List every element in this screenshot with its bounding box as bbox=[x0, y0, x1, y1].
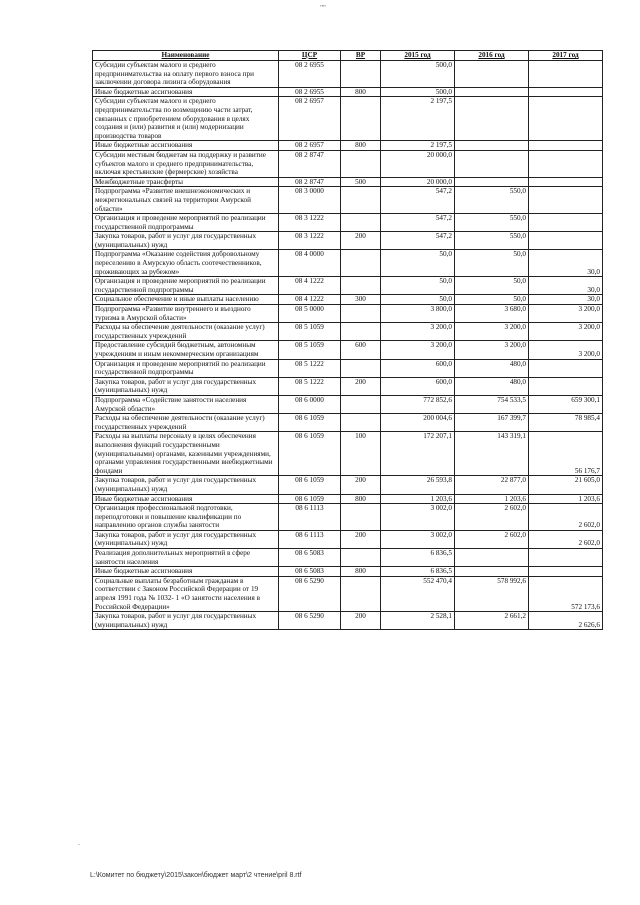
row-vr-code: 800 bbox=[341, 87, 381, 97]
table-row bbox=[93, 305, 603, 323]
table-row bbox=[93, 177, 603, 187]
row-csr-code: 08 2 6955 bbox=[279, 87, 341, 97]
row-csr-code: 08 3 1222 bbox=[279, 214, 341, 232]
row-value-2015: 2 528,1 bbox=[381, 612, 455, 630]
row-name: Подпрограмма «Оказание содействия добровольному переселению в Амурскую область соотечественников, проживающих за рубежом» bbox=[93, 250, 279, 277]
table-row bbox=[93, 414, 603, 432]
row-value-2016: 143 319,1 bbox=[455, 432, 529, 476]
row-value-2015: 50,0 bbox=[381, 277, 455, 295]
row-name: Иные бюджетные ассигнования bbox=[93, 494, 279, 504]
row-value-2017 bbox=[529, 549, 603, 567]
table-row bbox=[93, 323, 603, 341]
row-name: Закупка товаров, работ и услуг для государственных (муниципальных) нужд bbox=[93, 232, 279, 250]
row-csr-code: 08 5 1222 bbox=[279, 377, 341, 395]
row-value-2016 bbox=[455, 141, 529, 151]
row-name: Организация и проведение мероприятий по реализации государственной подпрограммы bbox=[93, 214, 279, 232]
row-value-2016: 3 680,0 bbox=[455, 305, 529, 323]
header-name: Наименование bbox=[93, 51, 279, 61]
row-vr-code: 300 bbox=[341, 295, 381, 305]
row-name: Субсидии субъектам малого и среднего предпринимательства по возмещению части затрат, связанных с приобретением оборудования в целях создания и (или) развития и (или) модернизации производства товаров bbox=[93, 97, 279, 141]
row-name: Закупка товаров, работ и услуг для государственных (муниципальных) нужд bbox=[93, 377, 279, 395]
row-value-2015: 50,0 bbox=[381, 295, 455, 305]
row-vr-code bbox=[341, 97, 381, 141]
row-value-2017 bbox=[529, 214, 603, 232]
row-csr-code: 08 6 5083 bbox=[279, 549, 341, 567]
table-row bbox=[93, 612, 603, 630]
margin-mark: - bbox=[78, 842, 80, 848]
row-value-2017: 2 602,0 bbox=[529, 504, 603, 531]
row-value-2015: 2 197,5 bbox=[381, 141, 455, 151]
header-csr: ЦСР bbox=[279, 51, 341, 61]
row-vr-code bbox=[341, 414, 381, 432]
row-vr-code: 200 bbox=[341, 377, 381, 395]
file-path-footer: L:\Комитет по бюджету\2015\закон\бюджет март\2 чтение\pril 8.rtf bbox=[90, 872, 302, 879]
row-value-2015: 547,2 bbox=[381, 214, 455, 232]
row-value-2017: 30,0 bbox=[529, 277, 603, 295]
header-vr: ВР bbox=[341, 51, 381, 61]
table-row bbox=[93, 250, 603, 277]
row-vr-code bbox=[341, 576, 381, 611]
row-value-2016: 2 602,0 bbox=[455, 530, 529, 548]
table-row bbox=[93, 377, 603, 395]
row-value-2017 bbox=[529, 141, 603, 151]
row-value-2017: 3 200,0 bbox=[529, 341, 603, 359]
row-name: Расходы на обеспечение деятельности (оказание услуг) государственных учреждений bbox=[93, 414, 279, 432]
row-vr-code: 200 bbox=[341, 476, 381, 494]
row-value-2016: 550,0 bbox=[455, 232, 529, 250]
row-value-2015: 500,0 bbox=[381, 87, 455, 97]
row-value-2015: 547,2 bbox=[381, 187, 455, 214]
row-csr-code: 08 2 6955 bbox=[279, 61, 341, 88]
row-name: Организация профессиональной подготовки, переподготовки и повышение квалификации по направлению органов службы занятости bbox=[93, 504, 279, 531]
row-value-2015: 3 800,0 bbox=[381, 305, 455, 323]
row-name: Организация и проведение мероприятий по реализации государственной подпрограммы bbox=[93, 277, 279, 295]
row-value-2015: 172 207,1 bbox=[381, 432, 455, 476]
row-vr-code: 200 bbox=[341, 232, 381, 250]
table-row bbox=[93, 150, 603, 177]
budget-table bbox=[92, 50, 603, 630]
row-vr-code: 600 bbox=[341, 341, 381, 359]
row-vr-code bbox=[341, 504, 381, 531]
row-vr-code: 500 bbox=[341, 177, 381, 187]
row-value-2016: 22 877,0 bbox=[455, 476, 529, 494]
row-value-2015: 3 002,0 bbox=[381, 530, 455, 548]
row-csr-code: 08 5 1059 bbox=[279, 341, 341, 359]
row-value-2017: 1 203,6 bbox=[529, 494, 603, 504]
table-row bbox=[93, 341, 603, 359]
row-value-2015: 547,2 bbox=[381, 232, 455, 250]
row-value-2017: 659 300,1 bbox=[529, 395, 603, 413]
row-value-2017 bbox=[529, 232, 603, 250]
row-value-2017: 3 200,0 bbox=[529, 323, 603, 341]
table-row bbox=[93, 87, 603, 97]
row-csr-code: 08 5 0000 bbox=[279, 305, 341, 323]
row-value-2017: 56 176,7 bbox=[529, 432, 603, 476]
row-value-2017: 30,0 bbox=[529, 250, 603, 277]
row-vr-code: 800 bbox=[341, 567, 381, 577]
row-name: Иные бюджетные ассигнования bbox=[93, 567, 279, 577]
row-name: Подпрограмма «Содействие занятости населения Амурской области» bbox=[93, 395, 279, 413]
row-vr-code bbox=[341, 395, 381, 413]
row-value-2016: 550,0 bbox=[455, 187, 529, 214]
row-name: Иные бюджетные ассигнования bbox=[93, 87, 279, 97]
row-csr-code: 08 6 1059 bbox=[279, 414, 341, 432]
row-name: Закупка товаров, работ и услуг для государственных (муниципальных) нужд bbox=[93, 530, 279, 548]
row-value-2017: 21 605,0 bbox=[529, 476, 603, 494]
row-value-2015: 3 200,0 bbox=[381, 341, 455, 359]
row-csr-code: 08 3 1222 bbox=[279, 232, 341, 250]
table-row bbox=[93, 187, 603, 214]
row-value-2016: 3 200,0 bbox=[455, 323, 529, 341]
row-value-2015: 200 004,6 bbox=[381, 414, 455, 432]
row-name: Закупка товаров, работ и услуг для государственных (муниципальных) нужд bbox=[93, 476, 279, 494]
row-value-2016 bbox=[455, 61, 529, 88]
header-2015: 2015 год bbox=[381, 51, 455, 61]
row-value-2017 bbox=[529, 150, 603, 177]
row-vr-code: 200 bbox=[341, 612, 381, 630]
row-value-2016: 550,0 bbox=[455, 214, 529, 232]
row-value-2017: 2 626,6 bbox=[529, 612, 603, 630]
row-csr-code: 08 5 1222 bbox=[279, 359, 341, 377]
row-value-2015: 552 470,4 bbox=[381, 576, 455, 611]
row-name: Реализация дополнительных мероприятий в сфере занятости населения bbox=[93, 549, 279, 567]
row-value-2015: 600,0 bbox=[381, 377, 455, 395]
table-row bbox=[93, 494, 603, 504]
table-row bbox=[93, 359, 603, 377]
row-csr-code: 08 6 1059 bbox=[279, 494, 341, 504]
table-row bbox=[93, 504, 603, 531]
row-csr-code: 08 4 1222 bbox=[279, 295, 341, 305]
row-value-2017: 30,0 bbox=[529, 295, 603, 305]
row-csr-code: 08 6 1113 bbox=[279, 504, 341, 531]
page-top-mark: "" bbox=[320, 4, 326, 12]
row-value-2016 bbox=[455, 150, 529, 177]
row-value-2015: 500,0 bbox=[381, 61, 455, 88]
header-row bbox=[93, 51, 603, 61]
row-value-2015: 600,0 bbox=[381, 359, 455, 377]
table-row bbox=[93, 97, 603, 141]
row-name: Организация и проведение мероприятий по реализации государственной подпрограммы bbox=[93, 359, 279, 377]
row-name: Предоставление субсидий бюджетным, автономным учреждениям и иным некоммерческим организациям bbox=[93, 341, 279, 359]
row-value-2017 bbox=[529, 97, 603, 141]
row-value-2015: 1 203,6 bbox=[381, 494, 455, 504]
table-row bbox=[93, 141, 603, 151]
row-value-2016: 480,0 bbox=[455, 377, 529, 395]
row-name: Социальное обеспечение и иные выплаты населению bbox=[93, 295, 279, 305]
header-2017: 2017 год bbox=[529, 51, 603, 61]
row-value-2015: 50,0 bbox=[381, 250, 455, 277]
row-value-2016 bbox=[455, 97, 529, 141]
table-row bbox=[93, 576, 603, 611]
row-value-2017: 572 173,6 bbox=[529, 576, 603, 611]
row-value-2016: 50,0 bbox=[455, 250, 529, 277]
row-vr-code bbox=[341, 214, 381, 232]
row-value-2016 bbox=[455, 549, 529, 567]
row-csr-code: 08 4 1222 bbox=[279, 277, 341, 295]
row-name: Субсидии местным бюджетам на поддержку и развитие субъектов малого и среднего предпринимательства, включая крестьянские (фермерские) хозяйства bbox=[93, 150, 279, 177]
row-vr-code bbox=[341, 250, 381, 277]
row-value-2017 bbox=[529, 187, 603, 214]
row-vr-code bbox=[341, 359, 381, 377]
row-value-2015: 3 002,0 bbox=[381, 504, 455, 531]
row-value-2016: 480,0 bbox=[455, 359, 529, 377]
row-csr-code: 08 2 6957 bbox=[279, 141, 341, 151]
row-value-2015: 20 000,0 bbox=[381, 150, 455, 177]
row-csr-code: 08 6 1059 bbox=[279, 476, 341, 494]
row-name: Подпрограмма «Развитие внешнеэкономических и межрегиональных связей на территории Амурской области» bbox=[93, 187, 279, 214]
row-csr-code: 08 6 5290 bbox=[279, 612, 341, 630]
row-value-2016 bbox=[455, 87, 529, 97]
row-value-2017 bbox=[529, 87, 603, 97]
row-name: Субсидии субъектам малого и среднего предпринимательства на оплату первого взноса при заключении договора лизинга оборудования bbox=[93, 61, 279, 88]
row-value-2016: 50,0 bbox=[455, 295, 529, 305]
table-row bbox=[93, 232, 603, 250]
row-value-2016: 50,0 bbox=[455, 277, 529, 295]
row-csr-code: 08 4 0000 bbox=[279, 250, 341, 277]
table-row bbox=[93, 567, 603, 577]
row-value-2015: 3 200,0 bbox=[381, 323, 455, 341]
row-csr-code: 08 2 6957 bbox=[279, 97, 341, 141]
header-2016: 2016 год bbox=[455, 51, 529, 61]
row-value-2016: 167 399,7 bbox=[455, 414, 529, 432]
row-value-2015: 6 836,5 bbox=[381, 567, 455, 577]
budget-table-body bbox=[93, 61, 603, 630]
row-value-2016: 1 203,6 bbox=[455, 494, 529, 504]
table-row bbox=[93, 549, 603, 567]
row-csr-code: 08 2 8747 bbox=[279, 150, 341, 177]
row-value-2017 bbox=[529, 177, 603, 187]
row-name: Подпрограмма «Развитие внутреннего и въездного туризма в Амурской области» bbox=[93, 305, 279, 323]
table-row bbox=[93, 61, 603, 88]
table-row bbox=[93, 295, 603, 305]
row-value-2017 bbox=[529, 61, 603, 88]
table-row bbox=[93, 432, 603, 476]
table-row bbox=[93, 530, 603, 548]
row-name: Межбюджетные трансферты bbox=[93, 177, 279, 187]
row-csr-code: 08 6 1059 bbox=[279, 432, 341, 476]
row-value-2017: 78 985,4 bbox=[529, 414, 603, 432]
row-vr-code bbox=[341, 277, 381, 295]
row-vr-code bbox=[341, 323, 381, 341]
row-name: Иные бюджетные ассигнования bbox=[93, 141, 279, 151]
row-csr-code: 08 5 1059 bbox=[279, 323, 341, 341]
row-value-2015: 2 197,5 bbox=[381, 97, 455, 141]
row-value-2015: 26 593,8 bbox=[381, 476, 455, 494]
row-csr-code: 08 6 0000 bbox=[279, 395, 341, 413]
row-vr-code bbox=[341, 187, 381, 214]
row-value-2015: 6 836,5 bbox=[381, 549, 455, 567]
row-csr-code: 08 3 0000 bbox=[279, 187, 341, 214]
row-value-2016: 578 992,6 bbox=[455, 576, 529, 611]
row-name: Расходы на выплаты персоналу в целях обеспечения выполнения функций государственными (муниципальными) органами, казенными учреждениями, органами управления государственными внебюджетными фондами bbox=[93, 432, 279, 476]
table-row bbox=[93, 277, 603, 295]
row-name: Расходы на обеспечение деятельности (оказание услуг) государственных учреждений bbox=[93, 323, 279, 341]
row-value-2016 bbox=[455, 567, 529, 577]
row-value-2016: 2 602,0 bbox=[455, 504, 529, 531]
row-value-2016: 3 200,0 bbox=[455, 341, 529, 359]
row-vr-code: 200 bbox=[341, 530, 381, 548]
row-vr-code: 100 bbox=[341, 432, 381, 476]
row-csr-code: 08 2 8747 bbox=[279, 177, 341, 187]
row-value-2015: 772 852,6 bbox=[381, 395, 455, 413]
row-name: Социальные выплаты безработным гражданам в соответствии с Законом Российской Федерации от 19 апреля 1991 года № 1032- 1 «О занятости населения в Российской Федерации» bbox=[93, 576, 279, 611]
row-csr-code: 08 6 5083 bbox=[279, 567, 341, 577]
row-value-2017 bbox=[529, 359, 603, 377]
row-vr-code bbox=[341, 549, 381, 567]
row-value-2017 bbox=[529, 567, 603, 577]
table-row bbox=[93, 476, 603, 494]
row-value-2017: 2 602,0 bbox=[529, 530, 603, 548]
row-vr-code bbox=[341, 305, 381, 323]
row-value-2016: 754 533,5 bbox=[455, 395, 529, 413]
row-vr-code bbox=[341, 61, 381, 88]
row-vr-code: 800 bbox=[341, 494, 381, 504]
row-value-2016: 2 661,2 bbox=[455, 612, 529, 630]
row-csr-code: 08 6 1113 bbox=[279, 530, 341, 548]
table-row bbox=[93, 214, 603, 232]
row-value-2016 bbox=[455, 177, 529, 187]
row-name: Закупка товаров, работ и услуг для государственных (муниципальных) нужд bbox=[93, 612, 279, 630]
row-value-2017: 3 200,0 bbox=[529, 305, 603, 323]
row-vr-code bbox=[341, 150, 381, 177]
row-csr-code: 08 6 5290 bbox=[279, 576, 341, 611]
table-row bbox=[93, 395, 603, 413]
row-value-2015: 20 000,0 bbox=[381, 177, 455, 187]
row-vr-code: 800 bbox=[341, 141, 381, 151]
row-value-2017 bbox=[529, 377, 603, 395]
